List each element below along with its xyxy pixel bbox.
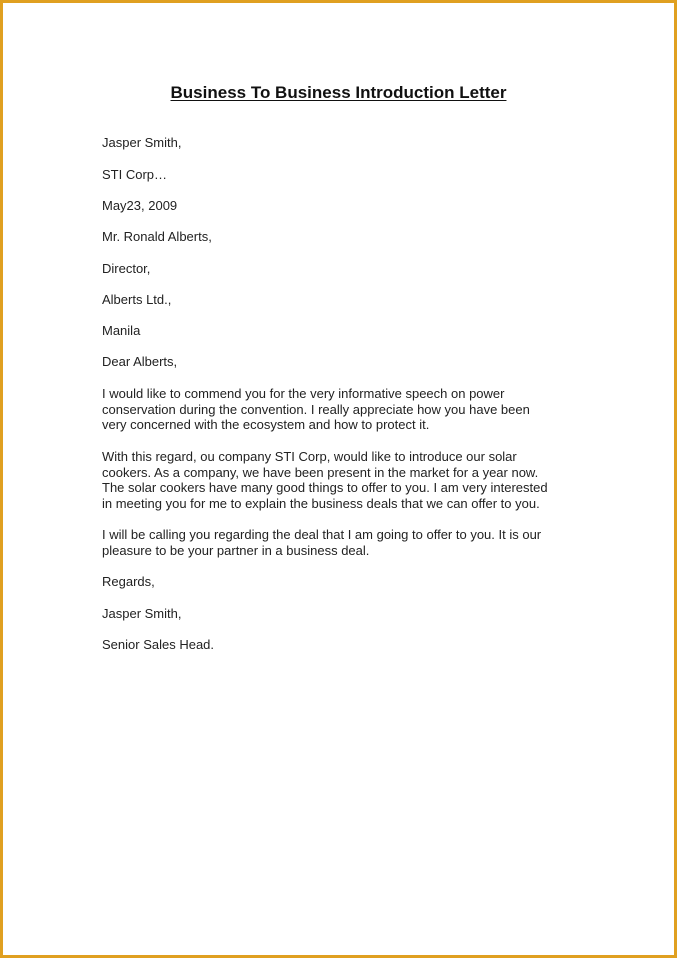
closing: Regards, bbox=[102, 574, 155, 589]
signature-title: Senior Sales Head. bbox=[102, 637, 215, 652]
paragraph-line: pleasure to be your partner in a business deal. bbox=[102, 542, 370, 558]
letter-date: May23, 2009 bbox=[102, 198, 178, 213]
recipient-city: Manila bbox=[102, 323, 141, 338]
recipient-company: Alberts Ltd., bbox=[102, 292, 172, 307]
paragraph-line: in meeting you for me to explain the business deals that we can offer to you. bbox=[102, 495, 540, 511]
paragraph-line: very concerned with the ecosystem and how to protect it. bbox=[102, 417, 430, 432]
letter-title: Business To Business Introduction Letter bbox=[170, 83, 507, 102]
body-paragraph-3 bbox=[102, 527, 582, 558]
paragraph-line: I will be calling you regarding the deal that I am going to offer to you. It is our bbox=[102, 527, 542, 542]
body-paragraph-2 bbox=[102, 449, 582, 511]
recipient-title: Director, bbox=[102, 261, 151, 276]
body-paragraph-1 bbox=[102, 386, 582, 433]
sender-name: Jasper Smith, bbox=[102, 135, 182, 150]
paragraph-line: I would like to commend you for the very informative speech on power bbox=[102, 386, 505, 401]
recipient-name: Mr. Ronald Alberts, bbox=[102, 229, 212, 244]
paragraph-line: conservation during the convention. I really appreciate how you have been bbox=[102, 401, 530, 417]
paragraph-line: cookers. As a company, we have been present in the market for a year now. bbox=[102, 464, 539, 480]
sender-company: STI Corp… bbox=[102, 167, 168, 182]
paragraph-line: With this regard, ou company STI Corp, would like to introduce our solar bbox=[102, 449, 517, 464]
signature-name: Jasper Smith, bbox=[102, 606, 182, 621]
paragraph-line: The solar cookers have many good things to offer to you. I am very interested bbox=[102, 480, 548, 495]
salutation: Dear Alberts, bbox=[102, 354, 178, 369]
